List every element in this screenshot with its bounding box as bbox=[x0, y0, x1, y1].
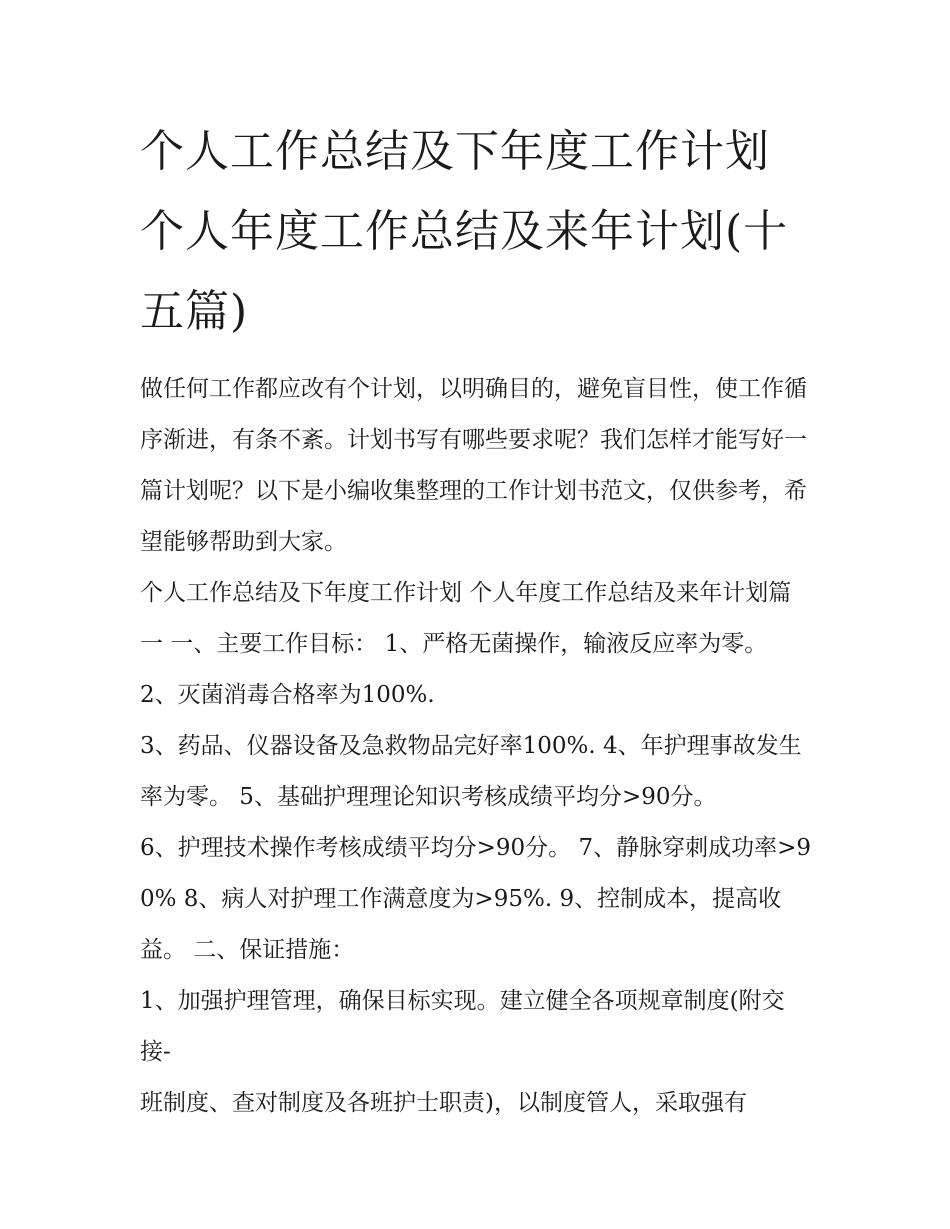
measures-paragraph-1: 1、加强护理管理，确保目标实现。建立健全各项规章制度(附交接- bbox=[140, 988, 785, 1065]
goals-paragraph-2: 6、护理技术操作考核成绩平均分>90分。 7、静脉穿刺成功率>90% 8、病人对护理工作满意度为>95%. 9、控制成本，提高收益。 二、保证措施： bbox=[140, 835, 812, 963]
measures-paragraph-2: 班制度、查对制度及各班护士职责)，以制度管人，采取强有 bbox=[140, 1090, 747, 1116]
intro-paragraph: 做任何工作都应改有个计划，以明确目的，避免盲目性，使工作循序渐进，有条不紊。计划书写有哪些要求呢？我们怎样才能写好一篇计划呢？以下是小编收集整理的工作计划书范文，仅供参考，希望能够帮助到大家。 bbox=[140, 376, 807, 555]
document-title: 个人工作总结及下年度工作计划 个人年度工作总结及来年计划(十五篇) bbox=[140, 126, 789, 337]
section-one-paragraph: 个人工作总结及下年度工作计划 个人年度工作总结及来年计划篇一 一、主要工作目标： 1、严格无菌操作，输液反应率为零。 2、灭菌消毒合格率为100%. bbox=[140, 580, 792, 708]
goals-paragraph-1: 3、药品、仪器设备及急救物品完好率100%. 4、年护理事故发生率为零。 5、基础护理理论知识考核成绩平均分>90分。 bbox=[140, 733, 802, 810]
document-page bbox=[140, 112, 812, 1129]
